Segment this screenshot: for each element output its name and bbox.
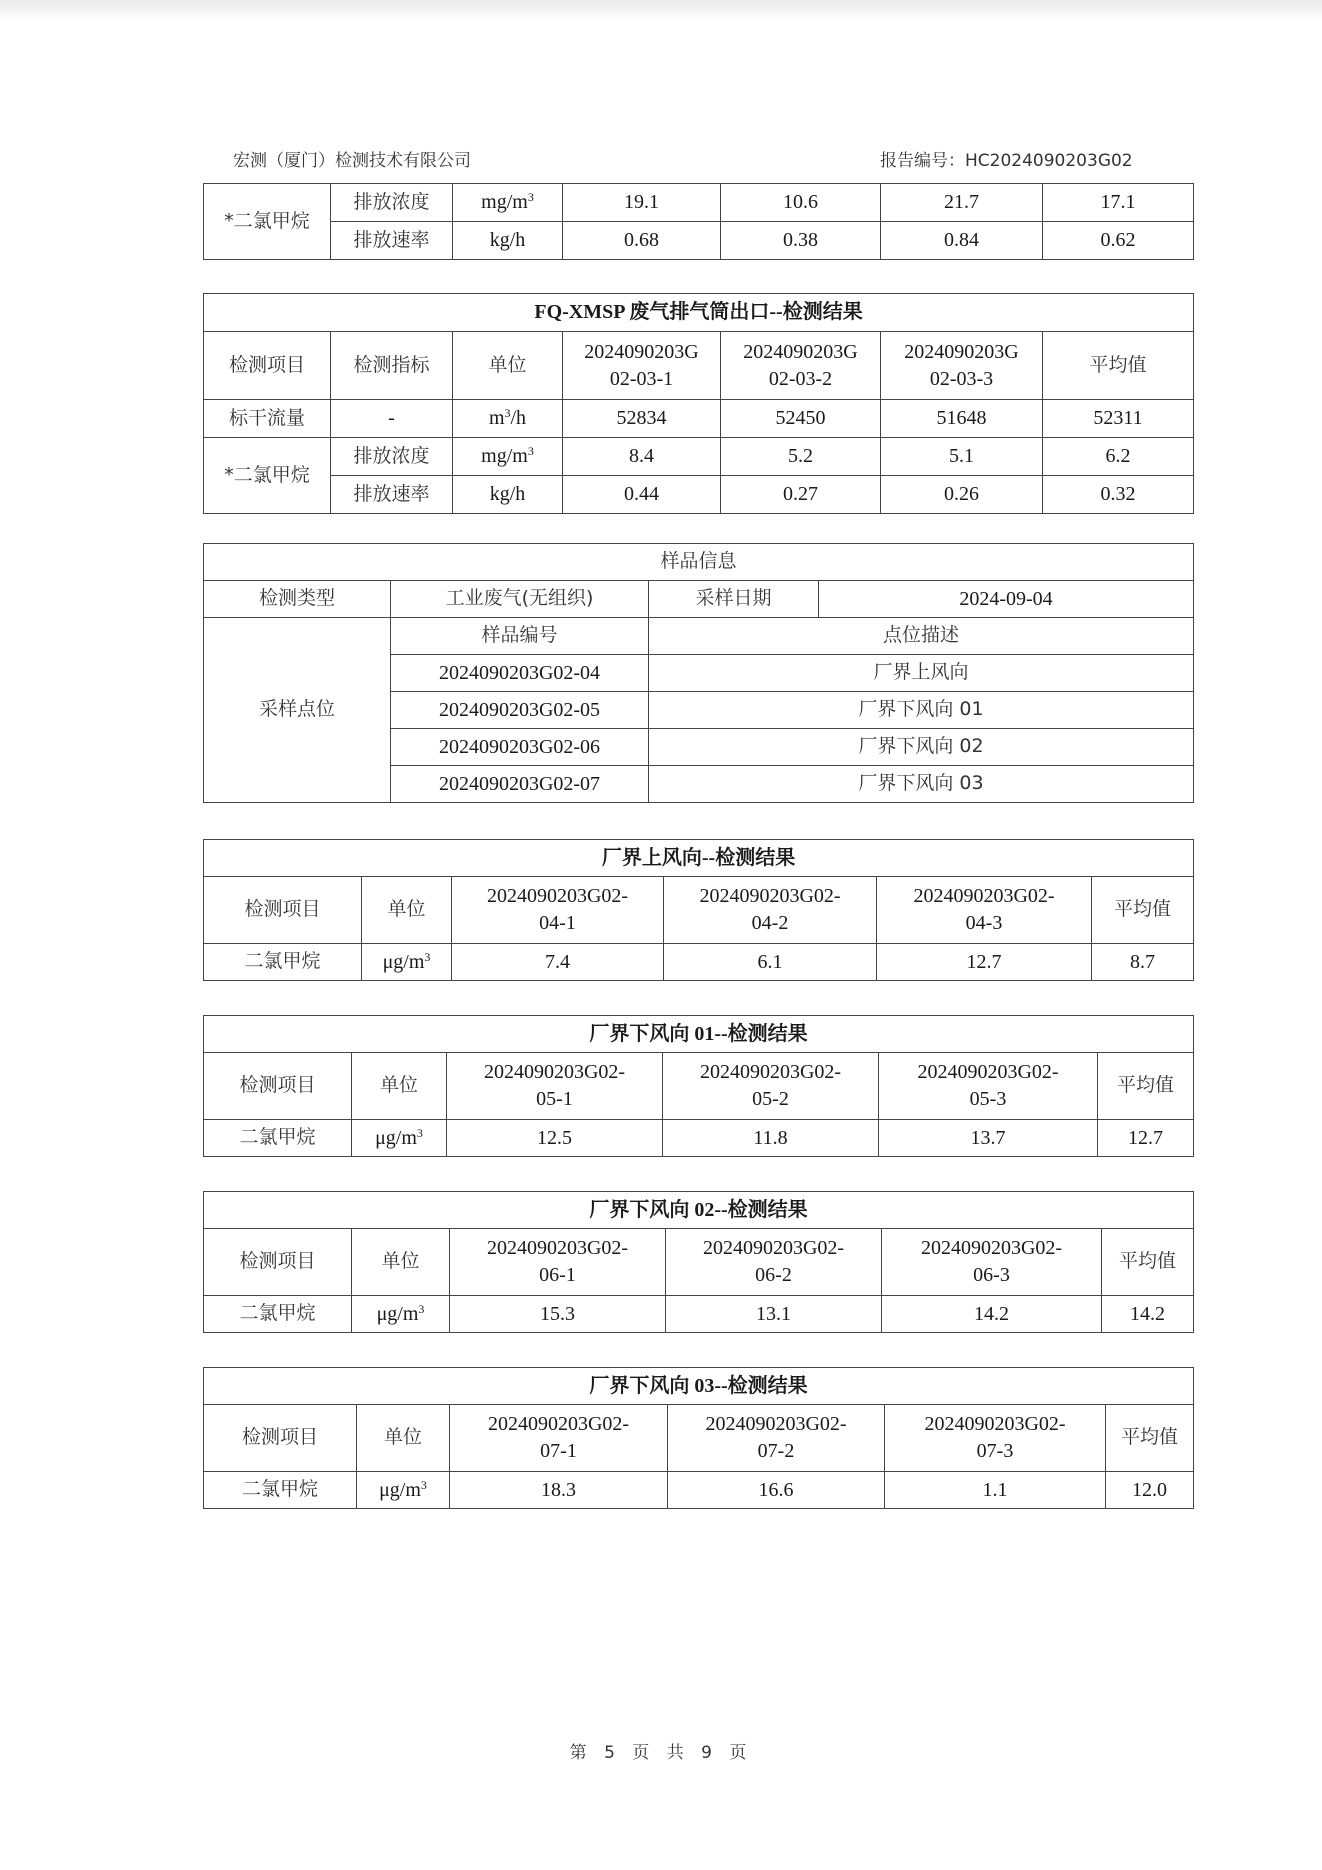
header-unit: 单位 [352,1229,450,1296]
table-row [204,1472,1194,1509]
sample-no-cell: 2024090203G02-04 [391,655,649,692]
point-desc-cell: 厂界上风向 [649,655,1194,692]
indicator-cell: - [331,400,453,438]
table-title-row [204,1368,1194,1405]
header-item: 检测项目 [204,1405,357,1472]
value-cell: 0.44 [563,476,721,514]
type-label: 检测类型 [204,581,391,618]
table-row [204,438,1194,476]
fq-xmsp-results-table [203,293,1194,514]
date-label: 采样日期 [649,581,819,618]
unit-cell: kg/h [453,476,563,514]
page-number: 第 5 页 共 9 页 [569,1743,753,1763]
value-cell: 0.26 [881,476,1043,514]
sample-no-cell: 2024090203G02-07 [391,766,649,803]
header-sample: 2024090203G 02-03-2 [721,332,881,400]
indicator-cell: 排放浓度 [331,184,453,222]
company-name: 宏测（厦门）检测技术有限公司 [233,151,471,171]
header-avg: 平均值 [1092,877,1194,944]
table-row [204,400,1194,438]
table-header-row [204,1053,1194,1120]
table-title: 样品信息 [204,544,1194,581]
unit-cell: $m^3/h$ [453,400,563,438]
point-desc-cell: 厂界下风向 01 [649,692,1194,729]
header-avg: 平均值 [1102,1229,1194,1296]
avg-cell: 0.62 [1043,222,1194,260]
table-title: 厂界下风向 03--检测结果 [204,1368,1194,1405]
value-cell: 6.1 [664,944,877,981]
scan-edge-shading [0,0,1322,22]
table-header-row [204,1405,1194,1472]
indicator-cell: 排放浓度 [331,438,453,476]
header-sample: 2024090203G02- 07-2 [668,1405,885,1472]
avg-cell: 14.2 [1102,1296,1194,1333]
indicator-cell: 排放速率 [331,476,453,514]
table-header-row [204,877,1194,944]
report-number [880,146,1133,171]
item-cell: 二氯甲烷 [204,944,362,981]
report-number-label: 报告编号： [880,151,965,171]
table-header-row [204,332,1194,400]
value-cell: 52834 [563,400,721,438]
value-cell: 10.6 [721,184,881,222]
value-cell: 14.2 [882,1296,1102,1333]
value-cell: 12.7 [877,944,1092,981]
header-sample: 2024090203G02- 06-3 [882,1229,1102,1296]
type-value: 工业废气(无组织) [391,581,649,618]
header-sample: 2024090203G 02-03-1 [563,332,721,400]
table-header-row [204,1229,1194,1296]
value-cell: 16.6 [668,1472,885,1509]
table-row [204,222,1194,260]
value-cell: 52450 [721,400,881,438]
value-cell: 12.5 [447,1120,663,1157]
value-cell: 19.1 [563,184,721,222]
sample-no-cell: 2024090203G02-05 [391,692,649,729]
header-unit: 单位 [453,332,563,400]
item-cell: *二氯甲烷 [204,438,331,514]
header-avg: 平均值 [1106,1405,1194,1472]
value-cell: 5.1 [881,438,1043,476]
value-cell: 7.4 [452,944,664,981]
value-cell: 15.3 [450,1296,666,1333]
report-number-value: HC2024090203G02 [965,151,1133,171]
value-cell: 8.4 [563,438,721,476]
table-row [204,1120,1194,1157]
value-cell: 0.84 [881,222,1043,260]
header-sample: 2024090203G02- 05-1 [447,1053,663,1120]
header-sample: 2024090203G02- 05-2 [663,1053,879,1120]
item-cell: 标干流量 [204,400,331,438]
point-desc-cell: 厂界下风向 02 [649,729,1194,766]
upwind-results-table [203,839,1194,981]
value-cell: 18.3 [450,1472,668,1509]
avg-cell: 0.32 [1043,476,1194,514]
value-cell: 5.2 [721,438,881,476]
header-sample-no: 样品编号 [391,618,649,655]
unit-cell: $\mu g/m^3$ [362,944,452,981]
avg-cell: 17.1 [1043,184,1194,222]
header-avg: 平均值 [1043,332,1194,400]
avg-cell: 52311 [1043,400,1194,438]
table-title-row [204,1016,1194,1053]
header-sample: 2024090203G02- 06-1 [450,1229,666,1296]
table-row [204,1296,1194,1333]
value-cell: 21.7 [881,184,1043,222]
points-label: 采样点位 [204,618,391,803]
value-cell: 51648 [881,400,1043,438]
header-sample: 2024090203G02- 06-2 [666,1229,882,1296]
avg-cell: 12.7 [1098,1120,1194,1157]
header-sample: 2024090203G02- 05-3 [879,1053,1098,1120]
header-sample: 2024090203G02- 04-1 [452,877,664,944]
value-cell: 0.68 [563,222,721,260]
header-unit: 单位 [362,877,452,944]
unit-cell: kg/h [453,222,563,260]
header-item: 检测项目 [204,877,362,944]
table-title: 厂界下风向 01--检测结果 [204,1016,1194,1053]
date-value: 2024-09-04 [819,581,1194,618]
unit-cell: $mg/m^3$ [453,184,563,222]
table-row [204,618,1194,655]
table-row [204,476,1194,514]
header-unit: 单位 [352,1053,447,1120]
header-sample: 2024090203G02- 07-3 [885,1405,1106,1472]
downwind-02-results-table [203,1191,1194,1333]
point-desc-cell: 厂界下风向 03 [649,766,1194,803]
continued-results-table [203,183,1194,260]
value-cell: 0.27 [721,476,881,514]
value-cell: 11.8 [663,1120,879,1157]
header-item: 检测项目 [204,1229,352,1296]
header-indicator: 检测指标 [331,332,453,400]
header-unit: 单位 [357,1405,450,1472]
table-title: 厂界下风向 02--检测结果 [204,1192,1194,1229]
unit-cell: $\mu g/m^3$ [357,1472,450,1509]
value-cell: 0.38 [721,222,881,260]
unit-cell: $\mu g/m^3$ [352,1296,450,1333]
table-row [204,184,1194,222]
header-item: 检测项目 [204,1053,352,1120]
downwind-01-results-table [203,1015,1194,1157]
table-title: 厂界上风向--检测结果 [204,840,1194,877]
item-cell: 二氯甲烷 [204,1472,357,1509]
table-title-row [204,1192,1194,1229]
unit-cell: $mg/m^3$ [453,438,563,476]
item-cell: 二氯甲烷 [204,1120,352,1157]
header-sample: 2024090203G02- 04-2 [664,877,877,944]
header-sample: 2024090203G02- 04-3 [877,877,1092,944]
table-row [204,944,1194,981]
value-cell: 1.1 [885,1472,1106,1509]
table-title-row [204,294,1194,332]
table-title: FQ-XMSP 废气排气筒出口--检测结果 [204,294,1194,332]
sample-no-cell: 2024090203G02-06 [391,729,649,766]
item-cell: *二氯甲烷 [204,184,331,260]
header-point-desc: 点位描述 [649,618,1194,655]
header-item: 检测项目 [204,332,331,400]
header-sample: 2024090203G02- 07-1 [450,1405,668,1472]
header-avg: 平均值 [1098,1053,1194,1120]
table-title-row [204,840,1194,877]
indicator-cell: 排放速率 [331,222,453,260]
header-sample: 2024090203G 02-03-3 [881,332,1043,400]
sample-info-table [203,543,1194,803]
value-cell: 13.7 [879,1120,1098,1157]
value-cell: 13.1 [666,1296,882,1333]
table-title-row [204,544,1194,581]
unit-cell: $\mu g/m^3$ [352,1120,447,1157]
table-row [204,581,1194,618]
avg-cell: 6.2 [1043,438,1194,476]
item-cell: 二氯甲烷 [204,1296,352,1333]
avg-cell: 8.7 [1092,944,1194,981]
downwind-03-results-table [203,1367,1194,1509]
avg-cell: 12.0 [1106,1472,1194,1509]
